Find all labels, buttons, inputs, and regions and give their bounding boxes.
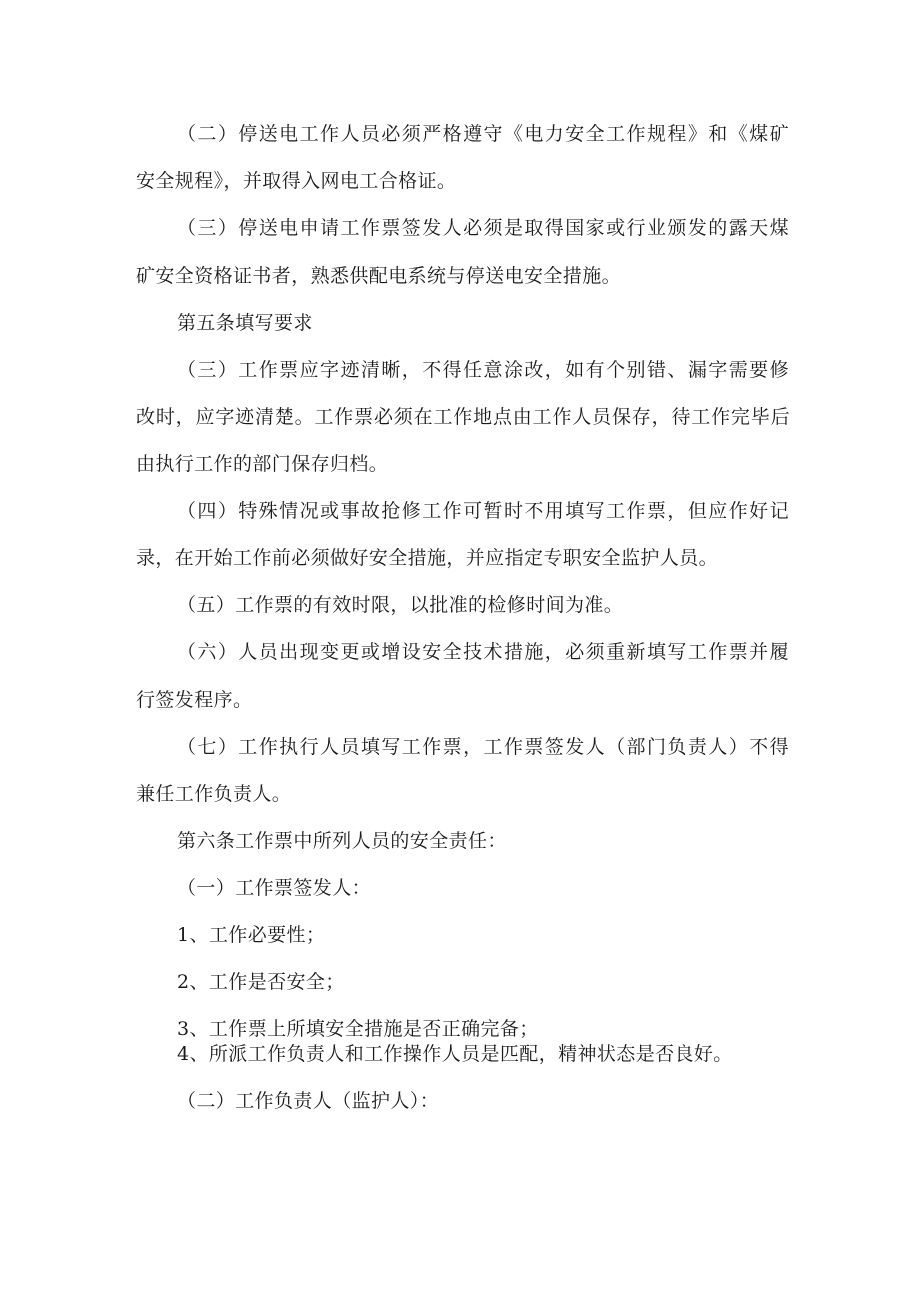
paragraph-fill-4-line-2: 录，在开始工作前必须做好安全措施，并应指定专职安全监护人员。 (136, 547, 719, 569)
paragraph-3-line-1: （三）停送电申请工作票签发人必须是取得国家或行业颁发的露天煤 (177, 217, 789, 239)
paragraph-fill-6-line-2: 行签发程序。 (136, 689, 253, 711)
paragraph-fill-7-line-2: 兼任工作负责人。 (136, 783, 292, 805)
paragraph-fill-4-line-1: （四）特殊情况或事故抢修工作可暂时不用填写工作票，但应作好记 (177, 500, 789, 522)
responsibility-leader-heading: （二）工作负责人（监护人）： (177, 1090, 440, 1112)
paragraph-fill-3-line-2: 改时，应字迹清楚。工作票必须在工作地点由工作人员保存，待工作完毕后 (136, 406, 790, 428)
paragraph-fill-3-line-1: （三）工作票应字迹清晰，不得任意涂改，如有个别错、漏字需要修 (177, 359, 789, 381)
paragraph-fill-3-line-3: 由执行工作的部门保存归档。 (136, 453, 389, 475)
signer-duty-2: 2、工作是否安全； (177, 971, 345, 993)
paragraph-fill-7-line-1: （七）工作执行人员填写工作票，工作票签发人（部门负责人）不得 (177, 736, 789, 758)
paragraph-fill-6-line-1: （六）人员出现变更或增设安全技术措施，必须重新填写工作票并履 (177, 641, 789, 663)
paragraph-2-line-1: （二）停送电工作人员必须严格遵守《电力安全工作规程》和《煤矿 (177, 123, 789, 145)
signer-duty-3: 3、工作票上所填安全措施是否正确完备； (177, 1018, 539, 1040)
responsibility-signer-heading: （一）工作票签发人： (177, 877, 372, 899)
paragraph-2-line-2: 安全规程》，并取得入网电工合格证。 (136, 170, 457, 192)
signer-duty-4: 4、所派工作负责人和工作操作人员是匹配，精神状态是否良好。 (177, 1043, 733, 1065)
paragraph-3-line-2: 矿安全资格证书者，熟悉供配电系统与停送电安全措施。 (136, 265, 622, 287)
signer-duty-1: 1、工作必要性； (177, 924, 326, 946)
article-5-heading: 第五条填写要求 (177, 312, 313, 334)
paragraph-fill-5: （五）工作票的有效时限，以批准的检修时间为准。 (177, 594, 624, 616)
article-6-heading: 第六条工作票中所列人员的安全责任： (177, 830, 507, 852)
